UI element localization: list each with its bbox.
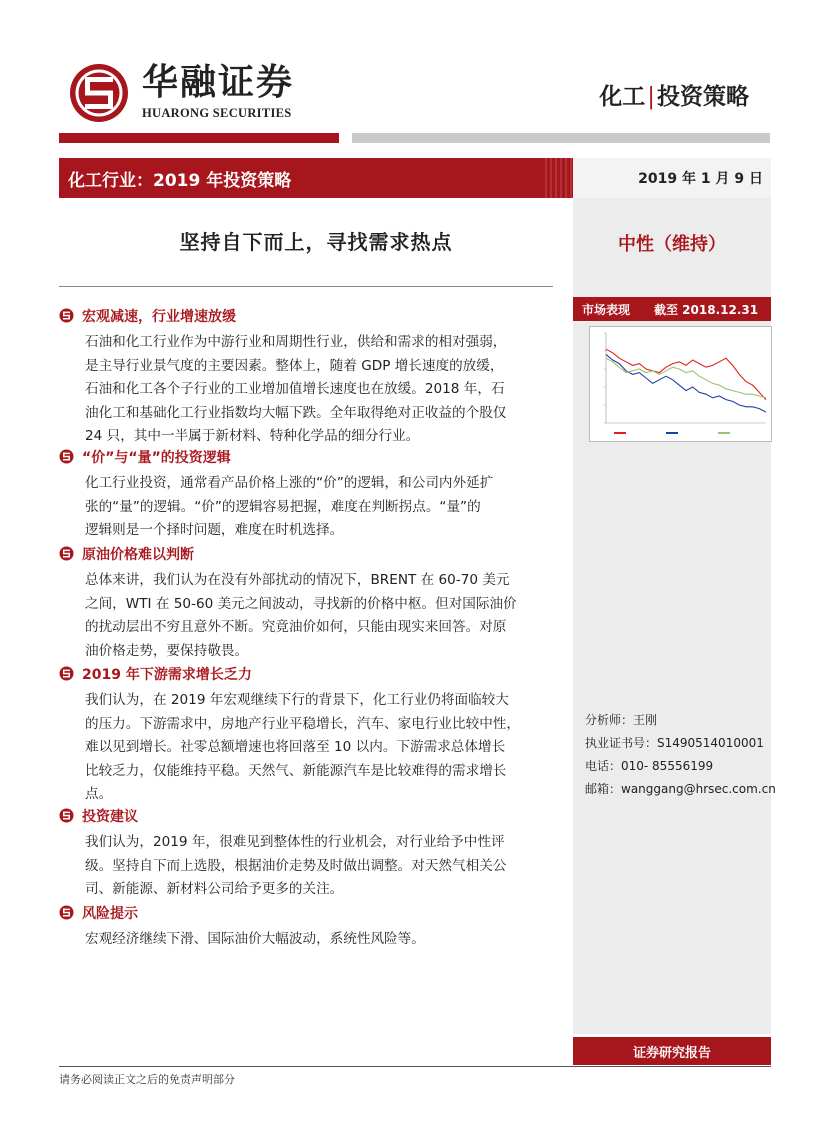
- industry-label: 化工: [599, 83, 646, 110]
- category-separator: |: [647, 84, 655, 110]
- section-text-line: 级。坚持自下而上选股，根据油价走势及时做出调整。对天然气相关公: [85, 857, 507, 874]
- section-bullet-icon: [59, 546, 74, 561]
- section-text-line: 的压力。下游需求中，房地产行业平稳增长，汽车、家电行业比较中性，: [85, 715, 520, 732]
- section-title: 投资建议: [82, 809, 138, 825]
- section-bullet-icon: [59, 449, 74, 464]
- report-type-label: 证券研究报告: [632, 1046, 711, 1061]
- section-text-line: 油价格走势，要保持敬畏。: [85, 642, 249, 659]
- section-bullet-icon: [59, 666, 74, 681]
- headline-divider: [59, 286, 553, 287]
- analyst-phone: 电话：010- 85556199: [585, 759, 714, 773]
- chart-series-line-0: [606, 349, 766, 399]
- section-text-line: 石油和化工行业作为中游行业和周期性行业，供给和需求的相对强弱，: [85, 334, 507, 350]
- section-title: 宏观减速，行业增速放缓: [82, 309, 236, 325]
- section-text-line: 24 只，其中一半属于新材料、特种化学品的细分行业。: [85, 428, 420, 444]
- section-text-line: 难以见到增长。社零总额增速也将回落至 10 以内。下游需求总体增长: [85, 739, 506, 755]
- footer-divider: [59, 1066, 771, 1067]
- header-gray-bar: [352, 133, 770, 143]
- section-text-line: 张的“量”的逻辑。“价”的逻辑容易把握，难度在判断拐点。“量”的: [85, 498, 481, 515]
- section-text-line: 我们认为，在 2019 年宏观继续下行的背景下，化工行业仍将面临较大: [85, 692, 509, 708]
- section-text-line: 点。: [85, 786, 113, 802]
- section-text-line: 我们认为，2019 年，很难见到整体性的行业机会，对行业给予中性评: [85, 834, 505, 850]
- chart-series-line-1: [606, 355, 766, 413]
- headline: 坚持自下而上，寻找需求热点: [179, 230, 453, 254]
- market-performance-label: 市场表现: [582, 303, 631, 317]
- market-chart-box: [589, 326, 772, 442]
- section-text-line: 宏观经济继续下滑、国际油价大幅波动，系统性风险等。: [85, 931, 425, 947]
- section-text-line: 油化工和基础化工行业指数均大幅下跌。全年取得绝对正收益的个股仅: [85, 404, 507, 421]
- brand-name-cn: 华融证券: [142, 61, 295, 103]
- report-date: 2019 年 1 月 9 日: [638, 171, 763, 187]
- section-bullet-icon: [59, 308, 74, 323]
- title-bar-stripes: [545, 158, 573, 198]
- analyst-name: 分析师：王刚: [585, 713, 658, 727]
- section-text-line: 比较乏力，仅能维持平稳。天然气、新能源汽车是比较难得的需求增长: [85, 762, 507, 779]
- section-bullet-icon: [59, 808, 74, 823]
- section-text-line: 是主导行业景气度的主要因素。整体上，随着 GDP 增长速度的放缓，: [85, 357, 504, 374]
- section-title: 风险提示: [82, 906, 138, 922]
- section-text-line: 总体来讲，我们认为在没有外部扰动的情况下，BRENT 在 60-70 美元: [85, 572, 510, 588]
- analyst-email: 邮箱：wanggang@hrsec.com.cn: [585, 782, 776, 796]
- section-title: 原油价格难以判断: [82, 547, 194, 563]
- section-text-line: 化工行业投资，通常看产品价格上涨的“价”的逻辑，和公司内外延扩: [85, 475, 494, 491]
- report-title: 化工行业：2019 年投资策略: [68, 171, 292, 191]
- analyst-cert: 执业证书号：S1490514010001: [585, 736, 764, 750]
- section-text-line: 石油和化工各个子行业的工业增加值增长速度也在放缓。2018 年，石: [85, 381, 505, 397]
- brand-name-en: HUARONG SECURITIES: [142, 106, 292, 120]
- disclaimer-note: 请务必阅读正文之后的免责声明部分: [59, 1073, 235, 1086]
- report-category: [599, 78, 749, 111]
- rating-label: 中性（维持）: [618, 234, 726, 255]
- section-text-line: 司、新能源、新材料公司给予更多的关注。: [85, 881, 344, 897]
- header-red-bar: [59, 133, 339, 143]
- huarong-logo-icon: [68, 62, 130, 124]
- doc-type-label: 投资策略: [657, 83, 749, 110]
- section-text-line: 之间，WTI 在 50-60 美元之间波动，寻找新的价格中枢。但对国际油价: [85, 595, 517, 612]
- section-text-line: 逻辑则是一个择时问题，难度在时机选择。: [85, 522, 344, 538]
- section-bullet-icon: [59, 905, 74, 920]
- market-performance-date: 截至 2018.12.31: [654, 303, 759, 317]
- market-line-chart: [590, 327, 771, 441]
- section-text-line: 的扰动层出不穷且意外不断。究竟油价如何，只能由现实来回答。对原: [85, 619, 507, 635]
- sidebar-panel: [573, 198, 771, 1034]
- section-title: “价”与“量”的投资逻辑: [82, 450, 231, 466]
- section-title: 2019 年下游需求增长乏力: [82, 667, 252, 683]
